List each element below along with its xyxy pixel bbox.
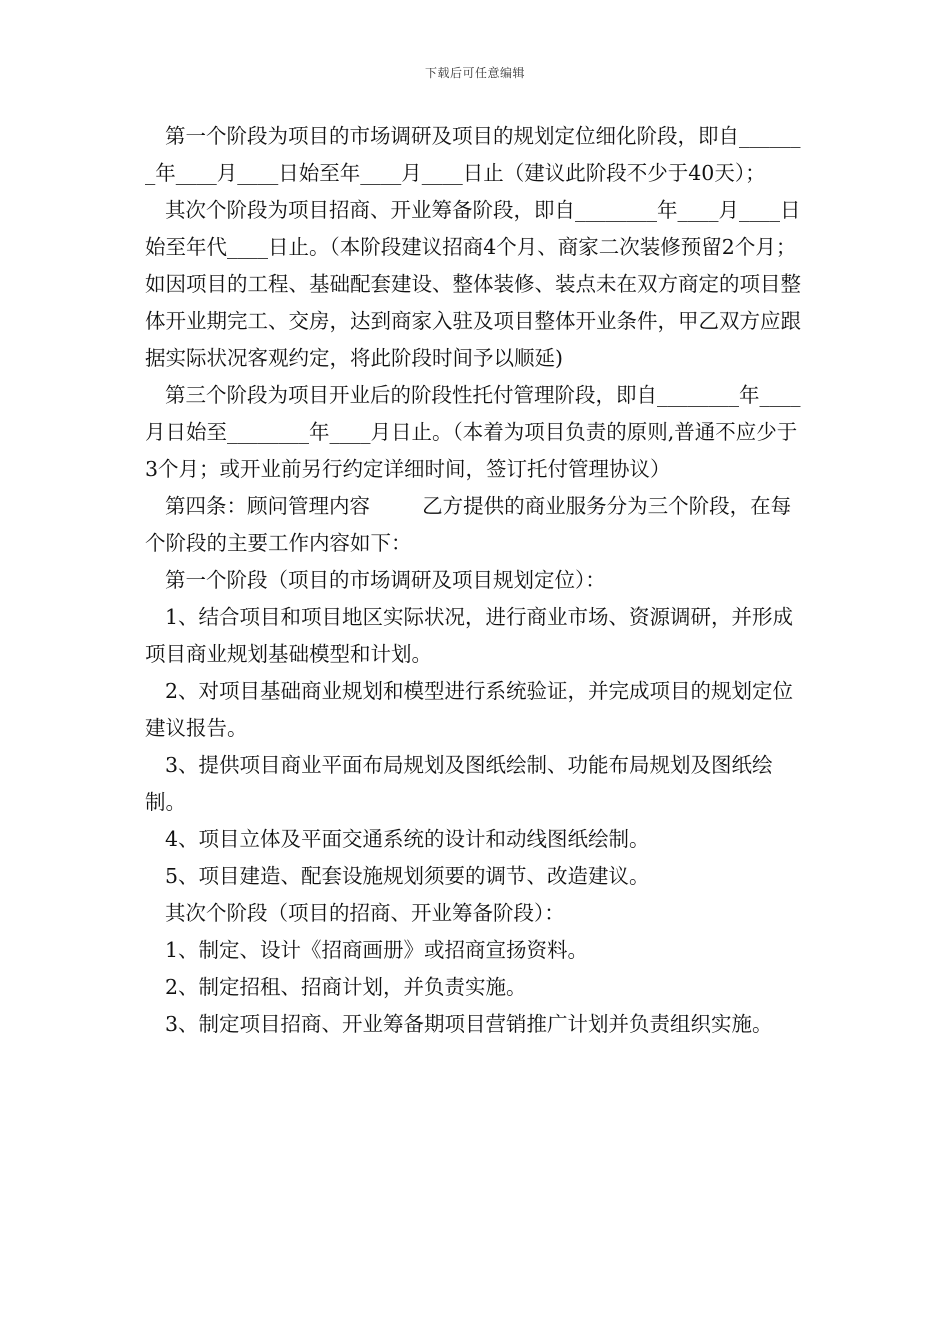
page-header: 下载后可任意编辑 (424, 66, 525, 80)
paragraph-article-four: 第四条：顾问管理内容 乙方提供的商业服务分为三个阶段，在每个阶段的主要工作内容如下： (145, 494, 792, 555)
heading-stage-one: 第一个阶段（项目的市场调研及项目规划定位）： (165, 568, 606, 592)
paragraph-phase-two: 其次个阶段为项目招商、开业筹备阶段，即自________年____月____日始至年代____日止。（本阶段建议招商4个月、商家二次装修预留2个月；如因项目的工程、基础配套建设、整体装修、装点未在双方商定的项目整体开业期完工、交房，达到商家入驻及项目整体开业条件，甲乙双方应跟据实际状况客观约定，将此阶段时间予以顺延) (145, 198, 801, 370)
list-item-stage-one-2: 2、对项目基础商业规划和模型进行系统验证，并完成项目的规划定位建议报告。 (145, 679, 794, 740)
heading-stage-two: 其次个阶段（项目的招商、开业筹备阶段）： (165, 901, 565, 925)
list-item-stage-one-1: 1、结合项目和项目地区实际状况，进行商业市场、资源调研，并形成项目商业规划基础模型和计划。 (145, 605, 794, 666)
list-item-stage-one-4: 4、项目立体及平面交通系统的设计和动线图纸绘制。 (165, 827, 650, 851)
list-item-stage-two-1: 1、制定、设计《招商画册》或招商宣扬资料。 (165, 938, 589, 962)
list-item-stage-one-3: 3、提供项目商业平面布局规划及图纸绘制、功能布局规划及图纸绘制。 (145, 753, 773, 814)
paragraph-phase-three: 第三个阶段为项目开业后的阶段性托付管理阶段，即自________年____月日始至________年____月日止。（本着为项目负责的原则,普通不应少于3个月；或开业前另行约定详细时间，签订托付管理协议） (145, 383, 801, 481)
document-body (145, 118, 810, 1043)
list-item-stage-two-2: 2、制定招租、招商计划，并负责实施。 (165, 975, 527, 999)
list-item-stage-one-5: 5、项目建造、配套设施规划须要的调节、改造建议。 (165, 864, 650, 888)
paragraph-phase-one: 第一个阶段为项目的市场调研及项目的规划定位细化阶段，即自_______年____月____日始至年____月____日止（建议此阶段不少于40天）； (145, 124, 801, 185)
list-item-stage-two-3: 3、制定项目招商、开业筹备期项目营销推广计划并负责组织实施。 (165, 1012, 773, 1036)
